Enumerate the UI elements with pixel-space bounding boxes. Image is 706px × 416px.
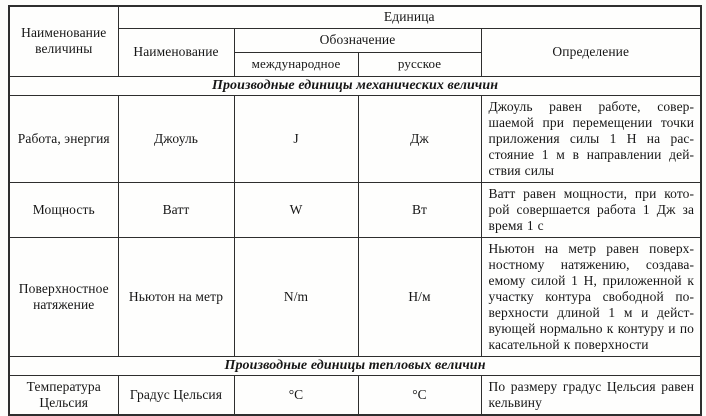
header-quantity-name: Наименование величины <box>9 6 118 76</box>
cell-unit: Ватт <box>118 183 234 238</box>
table-row <box>9 238 701 356</box>
section-title-mechanical: Производные единицы механических величин <box>9 76 701 96</box>
cell-quantity: Мощность <box>9 183 118 238</box>
table-row <box>9 96 701 183</box>
cell-unit: Градус Цельсия <box>118 376 234 415</box>
cell-unit: Ньютон на метр <box>118 238 234 356</box>
header-definition: Определение <box>481 28 701 76</box>
cell-definition: Ньютон на метр равен поверхностному натяжению, создаваемому силой 1 Н, приложенной к участку контура свободной поверхности длиной 1 м и действующей нормально к контуру и по касательной к поверхности <box>481 238 701 356</box>
cell-unit: Джоуль <box>118 96 234 183</box>
header-designation-international: международное <box>234 52 358 76</box>
cell-intl-symbol: °C <box>234 376 358 415</box>
header-designation-russian: русское <box>358 52 481 76</box>
header-unit-name: Наименование <box>118 28 234 76</box>
cell-rus-symbol: °С <box>358 376 481 415</box>
cell-definition: По размеру градус Цельсия равен кельвину <box>481 376 701 415</box>
cell-rus-symbol: Дж <box>358 96 481 183</box>
header-designation-group: Обозначение <box>234 28 481 52</box>
derived-units-table <box>8 5 702 416</box>
cell-definition: Джоуль равен работе, совершаемой при перемещении точки приложения силы 1 Н на расстояние 1 м в направлении действия силы <box>481 96 701 183</box>
section-title-thermal: Производные единицы тепловых величин <box>9 356 701 376</box>
table-row <box>9 183 701 238</box>
cell-quantity: Поверхностное натяжение <box>9 238 118 356</box>
cell-rus-symbol: Н/м <box>358 238 481 356</box>
cell-intl-symbol: N/m <box>234 238 358 356</box>
cell-quantity: Работа, энергия <box>9 96 118 183</box>
cell-rus-symbol: Вт <box>358 183 481 238</box>
cell-intl-symbol: W <box>234 183 358 238</box>
cell-intl-symbol: J <box>234 96 358 183</box>
cell-quantity: Температура Цельсия <box>9 376 118 415</box>
header-unit-group: Единица <box>118 6 701 28</box>
cell-definition: Ватт равен мощности, при которой совершается работа 1 Дж за время 1 с <box>481 183 701 238</box>
table-row <box>9 376 701 415</box>
